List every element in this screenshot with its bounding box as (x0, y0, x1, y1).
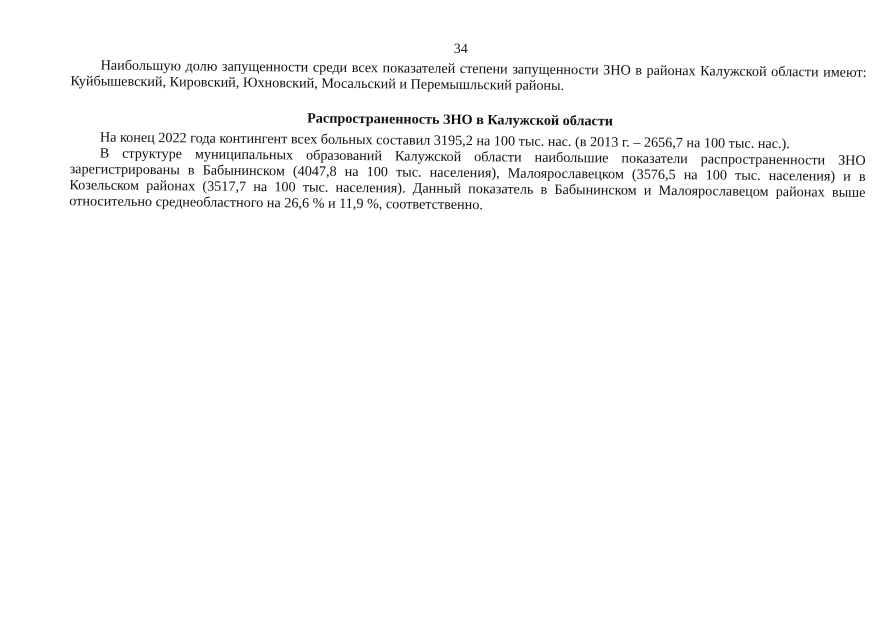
section-heading: Распространенность ЗНО в Калужской области (307, 110, 614, 130)
section-body (69, 129, 866, 217)
intro-paragraph: Наибольшую долю запущенности среди всех показателей степени запущенности ЗНО в районах Калужской области имеют: Куйбышевский, Кировский, Юхновский, Мосальский и Перемышльский районы. (70, 57, 867, 94)
body-paragraph: На конец 2022 года контингент всех больных составил 3195,2 на 100 тыс. нас. (в 2013 г. – 2656,7 на 100 тыс. нас.). (99, 129, 790, 153)
body-paragraph: В структуре муниципальных образований Калужской области наибольшие показатели распространенности ЗНО зарегистрированы в Бабынинском (4047,8 на 100 тыс. населения), Малоярославецком (3576,5 на 100 тыс. населения) и в Козельском районах (3517,7 на 100 тыс. населения). Данный показатель в Бабынинском и Малоярославецом районах выше относительно среднеобластного на 26,6 % и 11,9 %, соответственно. (69, 145, 866, 214)
intro-block (70, 57, 866, 97)
page-number: 34 (453, 41, 468, 58)
